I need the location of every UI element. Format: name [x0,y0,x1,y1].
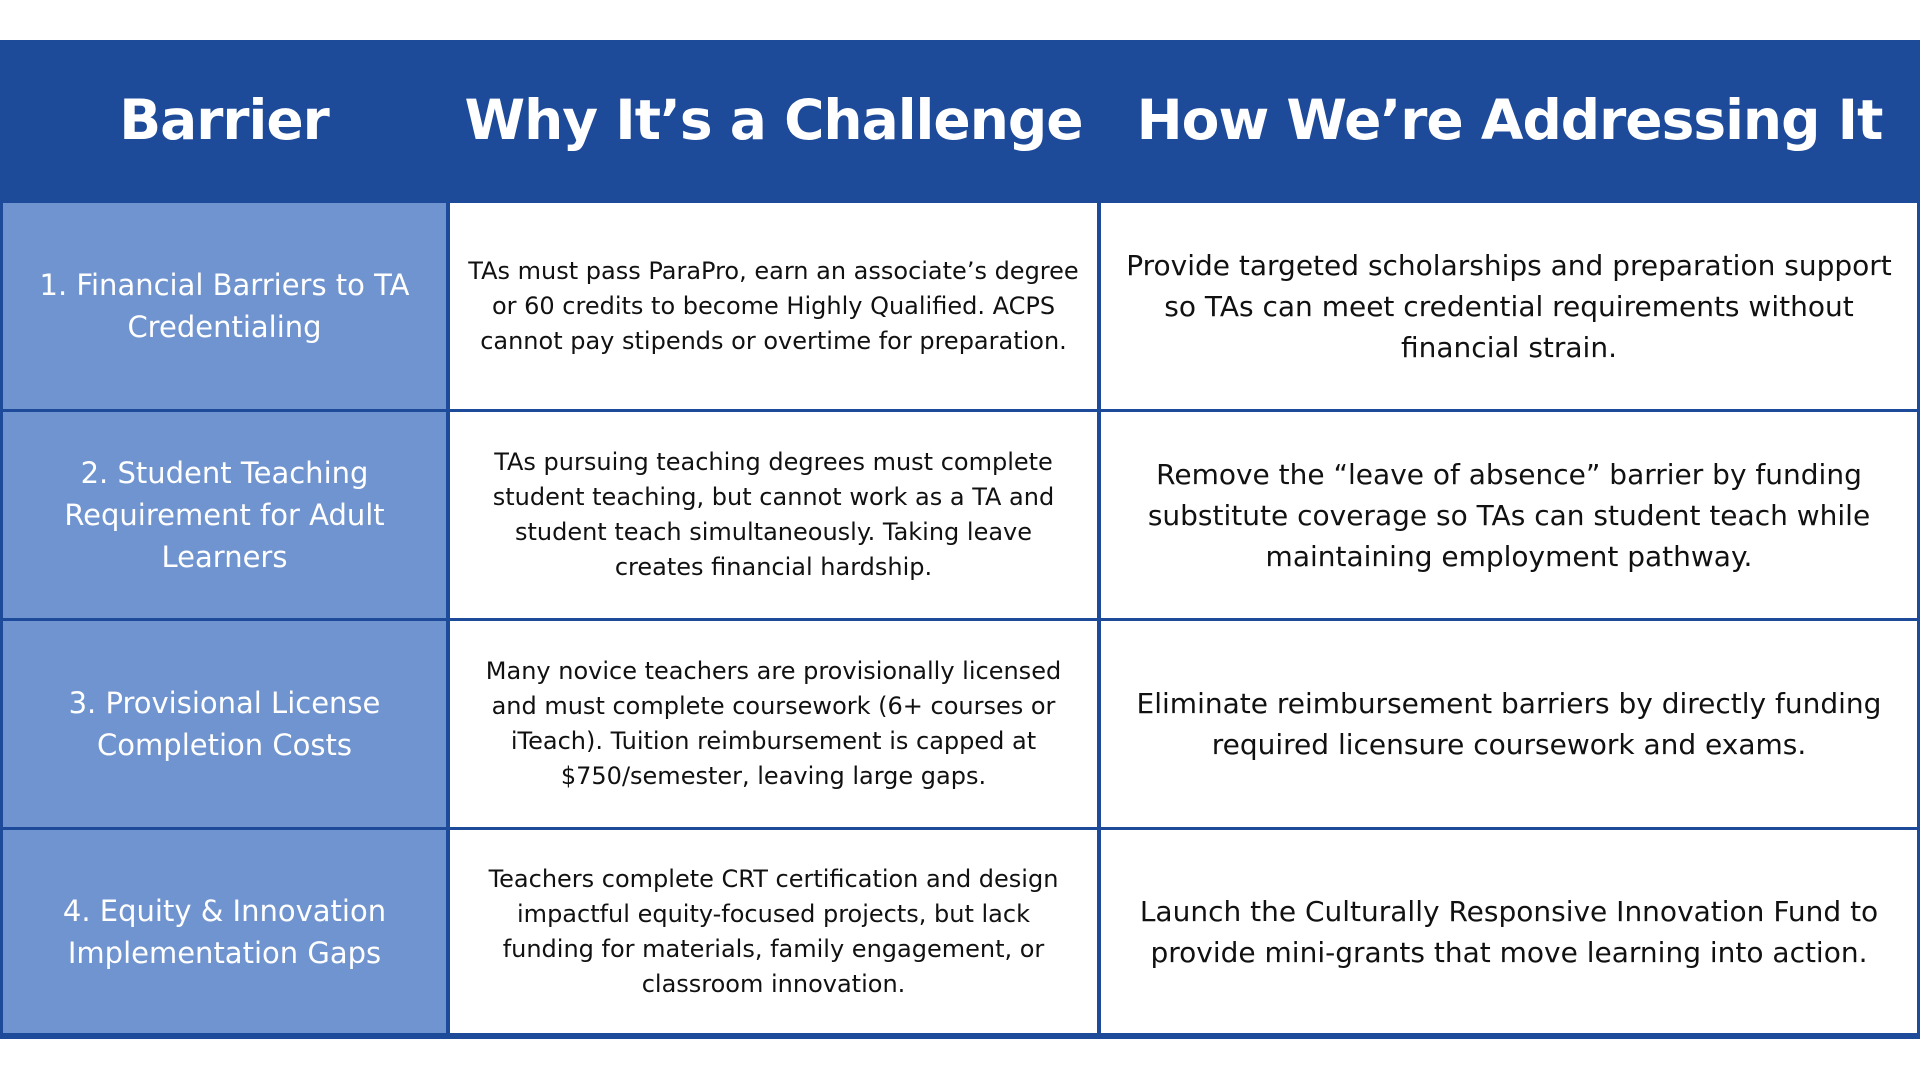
why-cell-4: Teachers complete CRT certification and design impactful equity-focused projects, but lack funding for materials, family engagement, or classroom innovation. [448,827,1099,1036]
barrier-cell-1: 1. Financial Barriers to TA Credentialing [0,200,448,409]
barrier-cell-4: 4. Equity & Innovation Implementation Gaps [0,827,448,1036]
header-how: How We’re Addressing It [1099,40,1920,200]
barrier-cell-2: 2. Student Teaching Requirement for Adult Learners [0,409,448,618]
barrier-cell-3: 3. Provisional License Completion Costs [0,618,448,827]
how-cell-2: Remove the “leave of absence” barrier by funding substitute coverage so TAs can student teach while maintaining employment pathway. [1099,409,1920,618]
why-cell-2: TAs pursuing teaching degrees must complete student teaching, but cannot work as a TA and student teach simultaneously. Taking leave creates financial hardship. [448,409,1099,618]
how-cell-4: Launch the Culturally Responsive Innovation Fund to provide mini-grants that move learning into action. [1099,827,1920,1036]
how-cell-3: Eliminate reimbursement barriers by directly funding required licensure coursework and exams. [1099,618,1920,827]
how-cell-1: Provide targeted scholarships and preparation support so TAs can meet credential requirements without financial strain. [1099,200,1920,409]
barriers-table [0,40,1920,1039]
header-barrier: Barrier [0,40,448,200]
why-cell-1: TAs must pass ParaPro, earn an associate’s degree or 60 credits to become Highly Qualified. ACPS cannot pay stipends or overtime for preparation. [448,200,1099,409]
header-why: Why It’s a Challenge [448,40,1099,200]
why-cell-3: Many novice teachers are provisionally licensed and must complete coursework (6+ courses or iTeach). Tuition reimbursement is capped at $750/semester, leaving large gaps. [448,618,1099,827]
